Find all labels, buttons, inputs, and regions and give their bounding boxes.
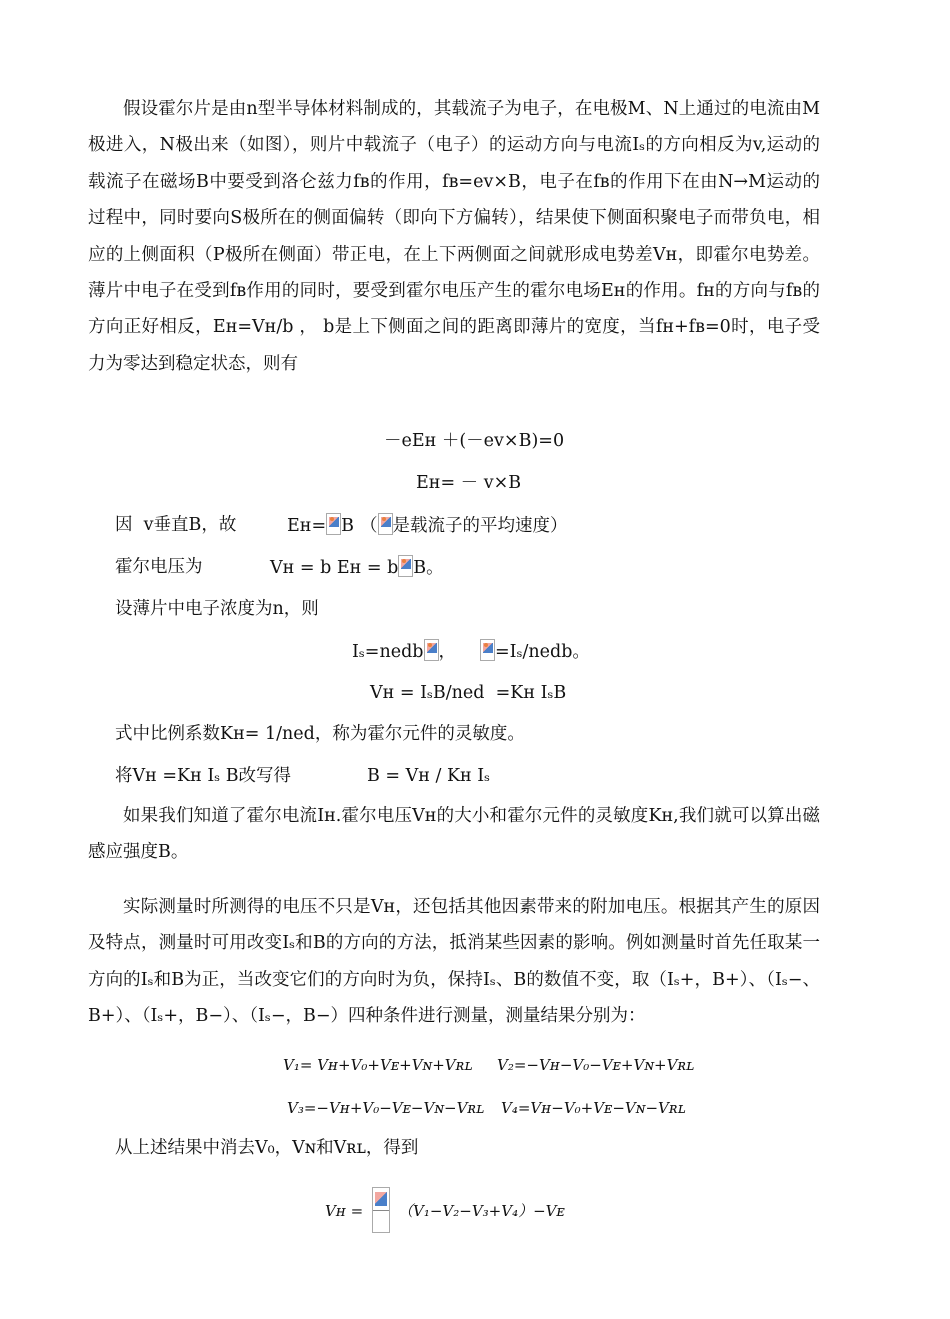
v-bar-image-icon <box>480 639 495 661</box>
paragraph-hall-principle: 假设霍尔片是由n型半导体材料制成的，其载流子为电子，在电极M、N上通过的电流由M极进入，N极出来（如图），则片中载流子（电子）的运动方向与电流Iₛ的方向相反为v,运动的载流子在磁场B中要受到洛仑兹力fʙ的作用，fʙ=ev×B，电子在fʙ的作用下在由N→M运动的过程中，同时要向S极所在的侧面偏转（即向下方偏转），结果使下侧面积聚电子而带负电，相应的上侧面积（P极所在侧面）带正电，在上下两侧面之间就形成电势差Vʜ，即霍尔电势差。薄片中电子在受到fʙ作用的同时，要受到霍尔电压产生的霍尔电场Eʜ的作用。fʜ的方向与fʙ的方向正好相反，Eʜ=Vʜ/b ， b是上下侧面之间的距离即薄片的宽度，当fʜ+fʙ=0时，电子受力为零达到稳定状态，则有 <box>88 99 820 374</box>
equation-hall-voltage <box>270 555 444 580</box>
paragraph-actual-measurement: 实际测量时所测得的电压不只是Vʜ，还包括其他因素带来的附加电压。根据其产生的原因及特点，测量时可用改变Iₛ和B的方向的方法，抵消某些因素的影响。例如测量时首先任取某一方向的Iₛ和B为正，当改变它们的方向时为负，保持Iₛ、B的数值不变，取（Iₛ+，B+）、（Iₛ−、B+）、（Iₛ+，B−）、（Iₛ−，B−）四种条件进行测量，测量结果分别为： <box>88 897 820 1027</box>
equation-eh-vb <box>287 513 354 538</box>
current-c: =Iₛ/nedb。 <box>495 642 590 662</box>
equation-v2: V₂=−Vʜ−V₀−Vᴇ+Vɴ+Vʀʟ <box>497 1056 695 1074</box>
equation-v1: V₁= Vʜ+V₀+Vᴇ+Vɴ+Vʀʟ <box>283 1056 473 1074</box>
equation-v3: V₃=−Vʜ+V₀−Vᴇ−Vɴ−Vʀʟ <box>287 1099 485 1117</box>
v-bar-image-icon <box>378 513 393 535</box>
equation-v-perpendicular <box>115 513 236 537</box>
v-bar-image-icon <box>398 555 413 577</box>
current-a: Iₛ=nedb <box>352 642 424 662</box>
v-perpendicular-text: 因 v垂直B，故 <box>115 515 237 535</box>
hall-voltage-b: B。 <box>413 558 444 578</box>
final-vh-label: Vʜ = <box>325 1202 364 1220</box>
rewrite-text: 将Vʜ =Kʜ Iₛ B改写得 <box>115 766 292 786</box>
one-quarter-image-icon <box>372 1187 390 1233</box>
note-paren: （ <box>360 516 378 536</box>
sensitivity-text: 式中比例系数Kʜ= 1/ned，称为霍尔元件的灵敏度。 <box>115 724 525 744</box>
v-bar-image-icon <box>424 639 439 661</box>
note-text: 是载流子的平均速度） <box>392 516 568 536</box>
hall-voltage-a: Vʜ = b Eʜ = b <box>270 558 399 578</box>
equation-current <box>352 639 590 664</box>
equation-v4: V₄=Vʜ−V₀+Vᴇ−Vɴ−Vʀʟ <box>501 1099 686 1117</box>
paragraph-measure-b: 如果我们知道了霍尔电流Iʜ.霍尔电压Vʜ的大小和霍尔元件的灵敏度Kʜ,我们就可以算出磁感应强度B。 <box>88 806 820 863</box>
eh-equals: Eʜ= <box>287 516 327 536</box>
current-comma: ， <box>438 642 457 662</box>
hall-voltage-label: 霍尔电压为 <box>115 557 203 577</box>
equation-force-balance: －eEʜ ＋(－ev×B)=0 <box>384 431 565 451</box>
equation-vh-kh: Vʜ = IₛB/ned =Kʜ IₛB <box>370 683 567 703</box>
eh-b: B <box>341 516 354 536</box>
v-bar-image-icon <box>326 513 341 535</box>
equation-hall-field: Eʜ= － v×B <box>416 473 522 493</box>
electron-density-text: 设薄片中电子浓度为n，则 <box>115 599 319 619</box>
eliminate-text: 从上述结果中消去V₀，Vɴ和Vʀʟ，得到 <box>115 1138 419 1158</box>
note-average-velocity <box>360 513 568 538</box>
equation-b: B = Vʜ / Kʜ Iₛ <box>367 766 491 786</box>
final-vh-expression: （V₁−V₂−V₃+V₄）−Vᴇ <box>398 1202 565 1220</box>
